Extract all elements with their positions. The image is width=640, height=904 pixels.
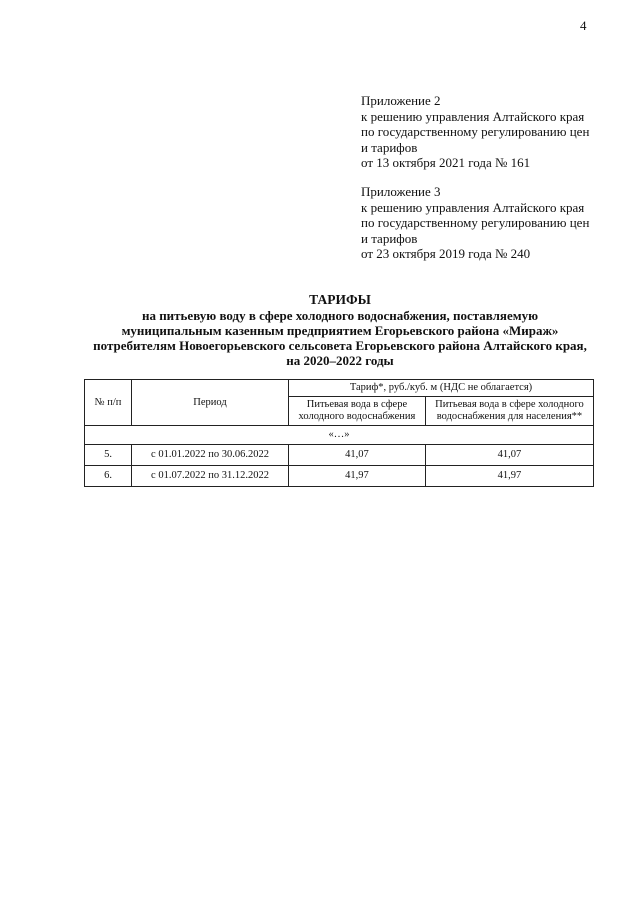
appendix-3-line: Приложение 3 bbox=[361, 184, 441, 199]
cell-water-population: 41,97 bbox=[425, 466, 593, 487]
header-tariff-group: Тариф*, руб./куб. м (НДС не облагается) bbox=[289, 380, 594, 397]
appendix-3-line: от 23 октября 2019 года № 240 bbox=[361, 246, 531, 261]
document-title-block bbox=[80, 292, 600, 368]
title-line: на 2020–2022 годы bbox=[286, 353, 394, 368]
cell-water: 41,07 bbox=[289, 445, 426, 466]
title-line: потребителям Новоегорьевского сельсовета Егорьевского района Алтайского края, bbox=[93, 338, 587, 353]
header-num: № п/п bbox=[85, 380, 132, 426]
tariff-table bbox=[84, 379, 594, 487]
header-period: Период bbox=[132, 380, 289, 426]
appendix-2-block bbox=[361, 93, 631, 171]
appendix-2-line: и тарифов bbox=[361, 139, 418, 155]
header-water-population: Питьевая вода в сфере холодного водоснабжения для населения** bbox=[425, 397, 593, 426]
table-header-row bbox=[85, 380, 594, 397]
appendix-2-line: Приложение 2 bbox=[361, 93, 441, 108]
cell-period: с 01.07.2022 по 31.12.2022 bbox=[132, 466, 289, 487]
appendix-3-line: к решению управления Алтайского края bbox=[361, 199, 585, 215]
cell-water: 41,97 bbox=[289, 466, 426, 487]
appendix-2-line: от 13 октября 2021 года № 161 bbox=[361, 155, 531, 170]
table-row bbox=[85, 445, 594, 466]
cell-water-population: 41,07 bbox=[425, 445, 593, 466]
appendix-2-line: к решению управления Алтайского края bbox=[361, 108, 585, 124]
page-number: 4 bbox=[580, 18, 587, 33]
appendix-2-line: по государственному регулированию цен bbox=[361, 124, 590, 139]
appendix-3-block bbox=[361, 184, 631, 262]
appendix-3-line: по государственному регулированию цен bbox=[361, 215, 590, 230]
cell-num: 5. bbox=[85, 445, 132, 466]
cell-num: 6. bbox=[85, 466, 132, 487]
appendix-3-line: и тарифов bbox=[361, 230, 418, 246]
table-ellipsis-row bbox=[85, 426, 594, 445]
cell-period: с 01.01.2022 по 30.06.2022 bbox=[132, 445, 289, 466]
document-title: ТАРИФЫ bbox=[309, 292, 371, 307]
title-line: на питьевую воду в сфере холодного водоснабжения, поставляемую bbox=[141, 308, 539, 323]
title-line: муниципальным казенным предприятием Егорьевского района «Мираж» bbox=[121, 323, 559, 338]
ellipsis-cell: «…» bbox=[85, 426, 594, 445]
header-water: Питьевая вода в сфере холодного водоснабжения bbox=[289, 397, 426, 426]
table-row bbox=[85, 466, 594, 487]
